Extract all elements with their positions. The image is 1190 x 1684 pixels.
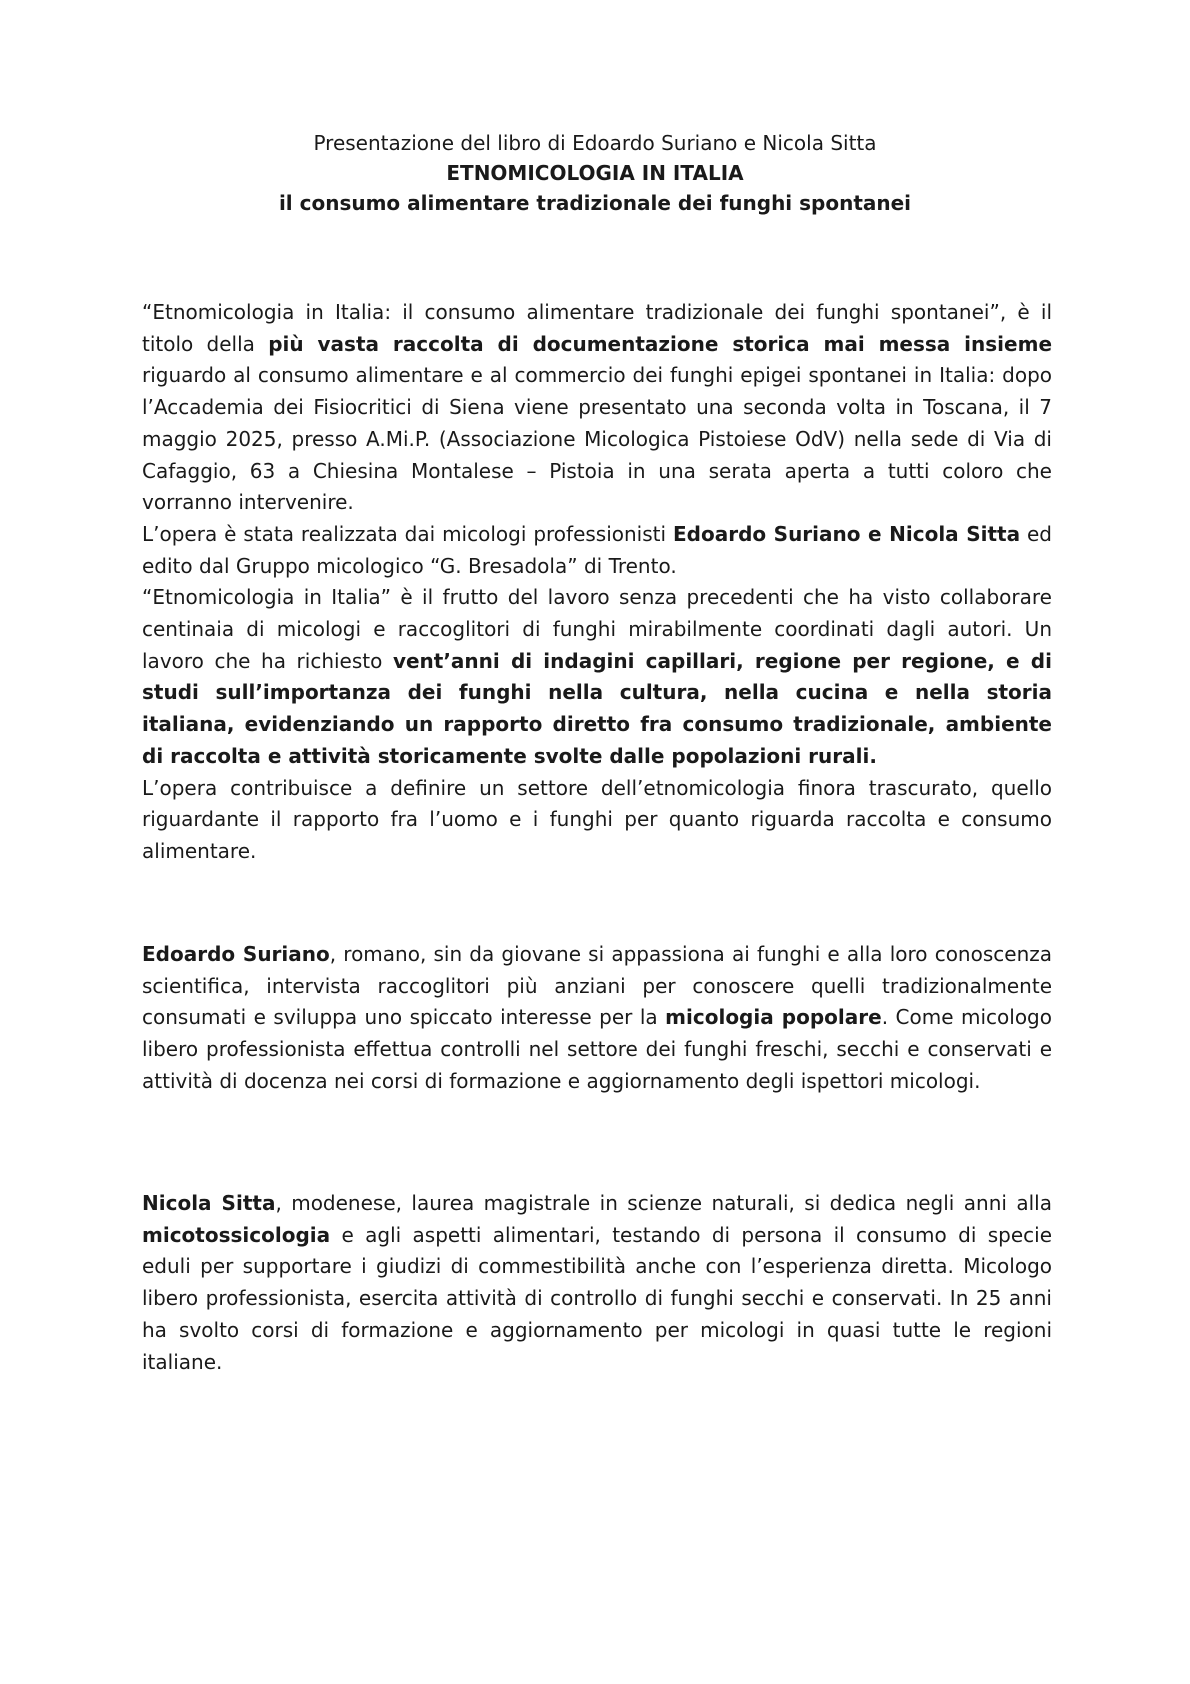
intro-paragraph-2 — [142, 519, 1052, 582]
authors-names: Edoardo Suriano e Nicola Sitta — [673, 521, 1021, 546]
intro-p3-bold: vent’anni di indagini capillari, regione per regione, e di studi sull’importanza dei funghi nella cultura, nella cucina e nella storia italiana, evidenziando un rapporto diretto fra consumo tradizionale, ambiente di raccolta e attività storicamente svolte dalle popolazioni rurali. — [142, 648, 1052, 768]
suriano-name: Edoardo Suriano — [142, 942, 330, 966]
suriano-bio-section — [142, 939, 1052, 1098]
intro-section — [142, 297, 1052, 868]
sitta-bold-term: micotossicologia — [142, 1222, 331, 1247]
suriano-bio-paragraph — [142, 939, 1052, 1098]
intro-p3-text-a: “Etnomicologia in Italia” è il frutto del lavoro senza precedenti che ha visto collaborare centinaia di micologi e raccoglitori di funghi mirabilmente coordinati dagli autori. Un lavoro che ha richiesto — [142, 585, 1052, 673]
sitta-text-c: e agli aspetti alimentari, testando di persona il consumo di specie eduli per supportare i giudizi di commestibilità anche con l’esperienza diretta. Micologo libero professionista, esercita attività di controllo di funghi secchi e conservati. In 25 anni ha svolto corsi di formazione e aggiornamento per micologi in quasi tutte le regioni italiane. — [142, 1222, 1052, 1374]
sitta-bio-paragraph — [142, 1188, 1052, 1378]
intro-paragraph-3 — [142, 582, 1052, 772]
suriano-bold-term: micologia popolare — [665, 1005, 882, 1030]
intro-p2-text-c: ed edito dal Gruppo micologico “G. Bresadola” di Trento. — [142, 521, 1053, 578]
intro-p1-text-c: riguardo al consumo alimentare e al commercio dei funghi epigei spontanei in Italia: dopo l’Accademia dei Fisiocritici di Siena viene presentato una seconda volta in Toscana, il 7 maggio 2025, presso A.Mi.P. (Associazione Micologica Pistoiese OdV) nella sede di Via di Cafaggio, 63 a Chiesina Montalese – Pistoia in una serata aperta a tutti coloro che vorranno intervenire. — [142, 363, 1052, 515]
header-presentation-line: Presentazione del libro di Edoardo Suriano e Nicola Sitta — [313, 131, 877, 155]
intro-p2-text-a: L’opera è stata realizzata dai micologi professionisti — [142, 521, 673, 546]
sitta-bio-section — [142, 1188, 1052, 1378]
intro-paragraph-4: L’opera contribuisce a definire un settore dell’etnomicologia finora trascurato, quello riguardante il rapporto fra l’uomo e i funghi per quanto riguarda raccolta e consumo alimentare. — [142, 775, 1052, 863]
intro-p1-bold: più vasta raccolta di documentazione storica mai messa insieme — [268, 331, 1053, 356]
suriano-text-c: . Come micologo libero professionista effettua controlli nel settore dei funghi freschi, secchi e conservati e attività di docenza nei corsi di formazione e aggiornamento degli ispettori micologi. — [142, 1005, 1052, 1093]
book-subtitle: il consumo alimentare tradizionale dei funghi spontanei — [278, 191, 912, 215]
sitta-name: Nicola Sitta — [142, 1191, 276, 1215]
suriano-text-a: , romano, sin da giovane si appassiona ai funghi e alla loro conoscenza scientifica, intervista raccoglitori più anziani per conoscere quelli tradizionalmente consumati e sviluppa uno spiccato interesse per la — [142, 942, 1052, 1030]
document-header — [0, 128, 1190, 218]
book-title: ETNOMICOLOGIA IN ITALIA — [446, 161, 744, 185]
sitta-text-a: , modenese, laurea magistrale in scienze naturali, si dedica negli anni alla — [275, 1191, 1052, 1215]
intro-p1-text-a: “Etnomicologia in Italia: il consumo alimentare tradizionale dei funghi spontanei”, è il titolo della — [142, 300, 1052, 356]
intro-paragraph-1 — [142, 297, 1052, 519]
